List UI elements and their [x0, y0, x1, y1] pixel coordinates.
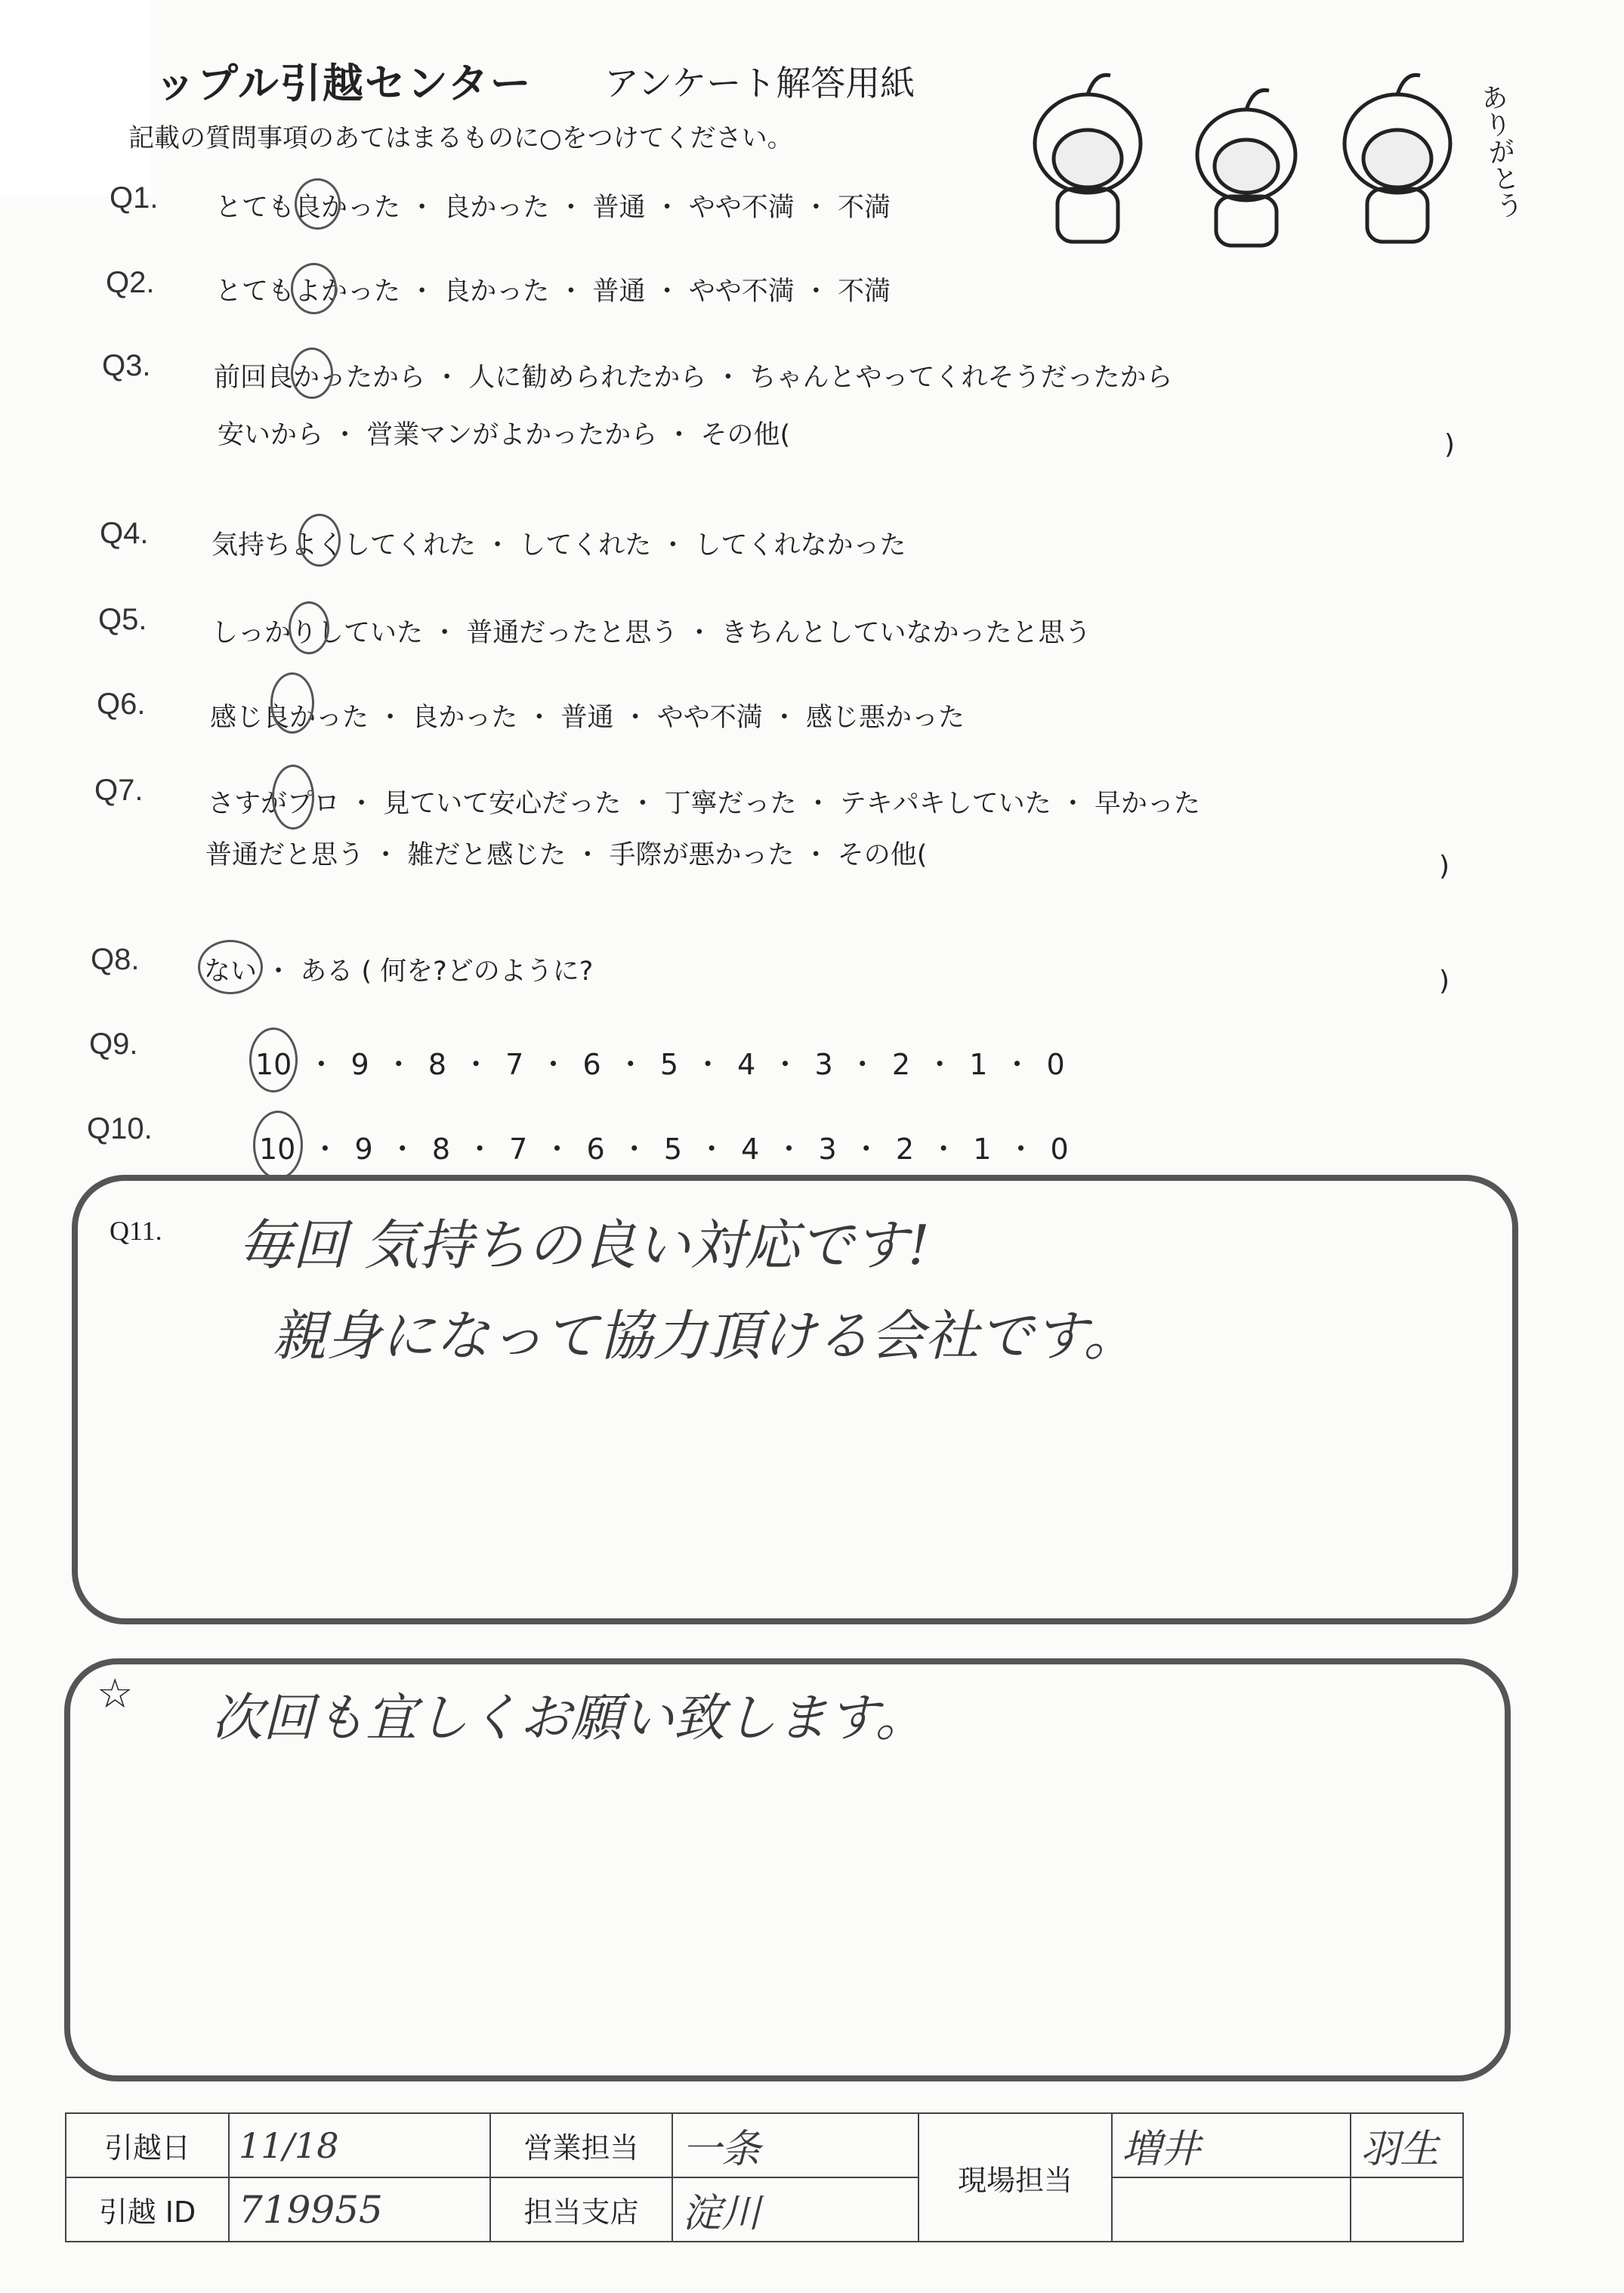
q4-options[interactable]: 気持ちよくしてくれた ・ してくれた ・ してくれなかった: [211, 530, 906, 561]
q2-options[interactable]: とてもよかった ・ 良かった ・ 普通 ・ やや不満 ・ 不満: [215, 277, 891, 307]
monkey-mascots-illustration: [1005, 53, 1518, 264]
q8-close-paren: ): [1439, 966, 1450, 997]
q5-answer-circle: [289, 601, 329, 654]
q7-close-paren: ): [1439, 851, 1450, 882]
move-info-table: [65, 2112, 1464, 2242]
q2-answer-circle: [291, 263, 337, 314]
move-date-label: 引越日: [66, 2113, 229, 2177]
q8-answer-circle: [198, 940, 263, 994]
star-icon: ☆: [97, 1670, 134, 1717]
q2-label: Q2.: [106, 266, 155, 299]
instruction-text: 記載の質問事項のあてはまるものに○をつけてください。: [128, 123, 793, 153]
q3-answer-circle: [291, 348, 333, 399]
q11-handwritten-line1: 毎回 気持ちの良い対応です!: [238, 1213, 930, 1277]
q10-answer-circle: [253, 1111, 303, 1179]
q3-options-line2[interactable]: 安いから ・ 営業マンがよかったから ・ その他(: [218, 420, 791, 450]
q3-label: Q3.: [102, 349, 151, 382]
q5-label: Q5.: [98, 603, 147, 636]
q6-label: Q6.: [97, 688, 146, 721]
q4-label: Q4.: [100, 517, 149, 550]
form-title: アンケート解答用紙: [604, 63, 915, 104]
site-staff-1[interactable]: 増井: [1112, 2113, 1351, 2177]
q6-options[interactable]: 感じ良かった ・ 良かった ・ 普通 ・ やや不満 ・ 感じ悪かった: [210, 703, 965, 733]
q9-answer-circle: [249, 1028, 298, 1092]
q7-label: Q7.: [94, 774, 144, 807]
q10-scale[interactable]: 10 ・ 9 ・ 8 ・ 7 ・ 6 ・ 5 ・ 4 ・ 3 ・ 2 ・ 1 ・ 0: [259, 1133, 1069, 1166]
move-date-value[interactable]: 11/18: [229, 2113, 490, 2177]
q9-scale[interactable]: 10 ・ 9 ・ 8 ・ 7 ・ 6 ・ 5 ・ 4 ・ 3 ・ 2 ・ 1 ・ 0: [255, 1048, 1065, 1081]
move-id-label: 引越 ID: [66, 2177, 229, 2242]
q8-label: Q8.: [91, 943, 140, 976]
q1-options[interactable]: とても良かった ・ 良かった ・ 普通 ・ やや不満 ・ 不満: [215, 193, 891, 223]
sales-value[interactable]: 一条: [672, 2113, 919, 2177]
site-staff-empty-1[interactable]: [1112, 2177, 1351, 2242]
q11-handwritten-line2: 親身になって協力頂ける会社です。: [272, 1304, 1138, 1367]
q10-label: Q10.: [87, 1112, 153, 1145]
q9-label: Q9.: [89, 1028, 138, 1061]
q7-options-line2[interactable]: 普通だと思う ・ 雑だと感じた ・ 手際が悪かった ・ その他(: [205, 840, 928, 870]
q7-answer-circle: [272, 765, 314, 830]
q11-label: Q11.: [110, 1216, 162, 1246]
mascot-caption: ありがとう: [1474, 82, 1525, 221]
q3-options-line1[interactable]: 前回良かったから ・ 人に勧められたから ・ ちゃんとやってくれそうだったから: [214, 363, 1173, 393]
q3-close-paren: ): [1444, 429, 1456, 460]
q4-answer-circle: [298, 514, 341, 567]
branch-label: 担当支店: [490, 2177, 672, 2242]
q1-answer-circle: [295, 178, 341, 230]
q5-options[interactable]: しっかりしていた ・ 普通だったと思う ・ きちんとしていなかったと思う: [211, 618, 1091, 648]
sales-label: 営業担当: [490, 2113, 672, 2177]
q7-options-line1[interactable]: さすがプロ ・ 見ていて安心だった ・ 丁寧だった ・ テキパキしていた ・ 早かった: [208, 789, 1201, 819]
torn-corner: [0, 0, 151, 196]
star-box-handwritten-line1: 次回も宜しくお願い致します。: [211, 1689, 927, 1748]
site-staff-label: 現場担当: [919, 2113, 1112, 2242]
site-staff-empty-2[interactable]: [1351, 2177, 1463, 2242]
site-staff-2[interactable]: 羽生: [1351, 2113, 1463, 2177]
company-name: ップル引越センター: [155, 60, 533, 107]
q6-answer-circle: [270, 672, 314, 734]
move-id-value[interactable]: 719955: [229, 2177, 490, 2242]
q1-label: Q1.: [110, 181, 159, 215]
branch-value[interactable]: 淀川: [672, 2177, 919, 2242]
q8-options[interactable]: ない ・ ある ( 何を?どのように?: [204, 956, 594, 987]
